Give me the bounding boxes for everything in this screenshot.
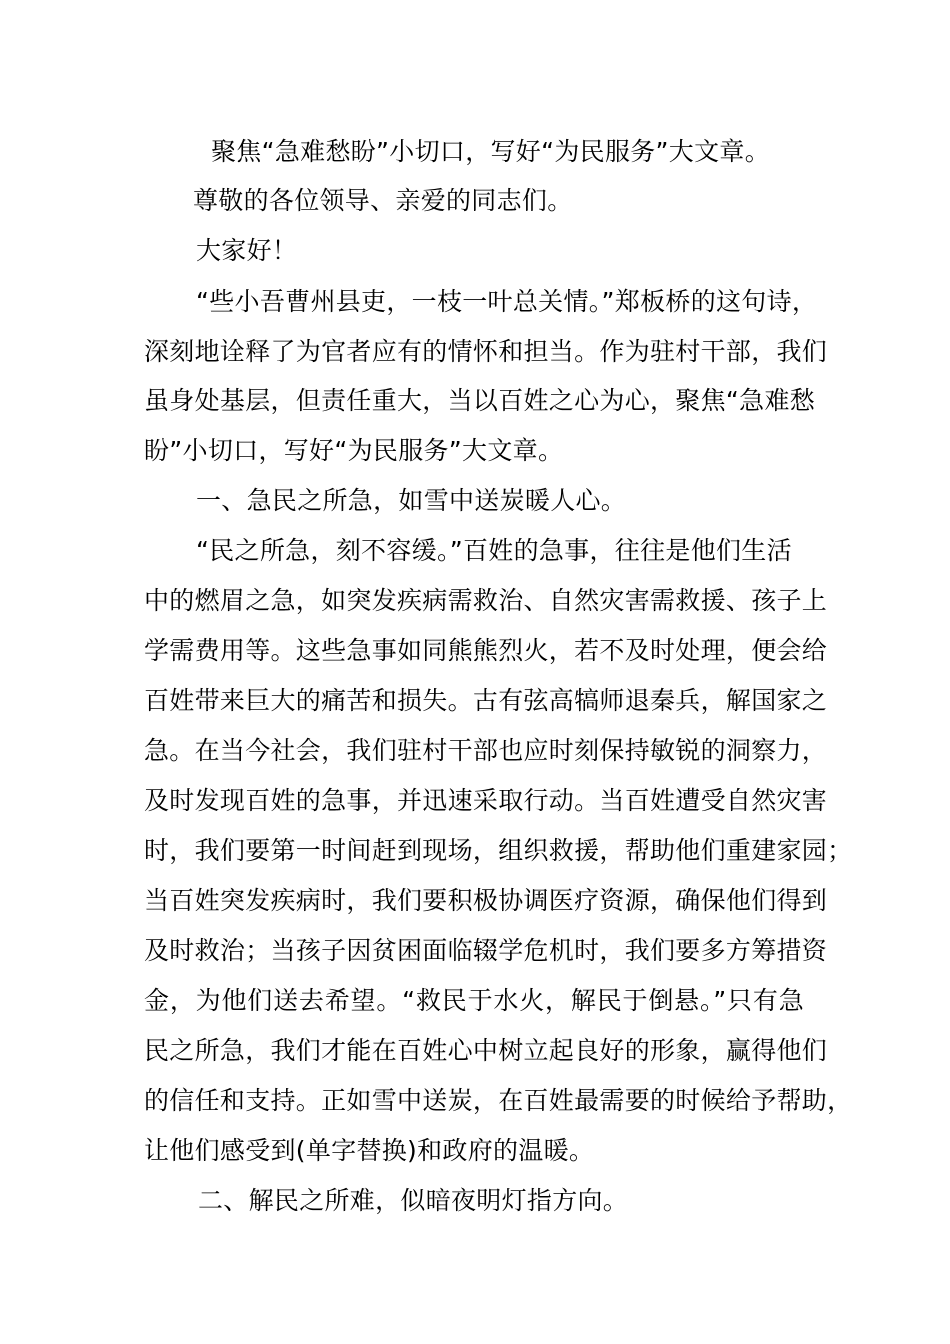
paragraph-1-line-2: 深刻地诠释了为官者应有的情怀和担当。作为驻村干部，我们 (144, 337, 828, 366)
paragraph-2-line-1: “民之所急，刻不容缓。”百姓的急事，往往是他们生活 (196, 536, 792, 565)
paragraph-2-line-4: 百姓带来巨大的痛苦和损失。古有弦高犒师退秦兵，解国家之 (144, 686, 828, 715)
paragraph-2-line-12: 的信任和支持。正如雪中送炭，在百姓最需要的时候给予帮助， (144, 1086, 853, 1115)
paragraph-2-line-6: 及时发现百姓的急事，并迅速采取行动。当百姓遭受自然灾害 (144, 786, 828, 815)
section-heading-2: 二、解民之所难，似暗夜明灯指方向。 (198, 1186, 629, 1215)
paragraph-2-line-2: 中的燃眉之急，如突发疾病需救治、自然灾害需救援、孩子上 (144, 586, 828, 615)
paragraph-2-line-5: 急。在当今社会，我们驻村干部也应时刻保持敏锐的洞察力， (144, 736, 828, 765)
paragraph-2-line-8: 当百姓突发疾病时，我们要积极协调医疗资源，确保他们得到 (144, 886, 828, 915)
salutation: 尊敬的各位领导、亲爱的同志们。 (193, 186, 573, 215)
greeting: 大家好！ (196, 236, 298, 265)
paragraph-2-line-11: 民之所急，我们才能在百姓心中树立起良好的形象，赢得他们 (144, 1036, 828, 1065)
paragraph-2-line-7: 时，我们要第一时间赶到现场，组织救援，帮助他们重建家园； (144, 836, 853, 865)
paragraph-2-line-10: 金，为他们送去希望。“救民于水火，解民于倒悬。”只有急 (144, 986, 804, 1015)
paragraph-2-line-13: 让他们感受到(单字替换)和政府的温暖。 (144, 1136, 595, 1165)
paragraph-2-line-9: 及时救治；当孩子因贫困面临辍学危机时，我们要多方筹措资 (144, 936, 828, 965)
paragraph-1-line-3: 虽身处基层，但责任重大，当以百姓之心为心，聚焦“急难愁 (144, 386, 816, 415)
paragraph-1-line-4: 盼”小切口，写好“为民服务”大文章。 (144, 436, 564, 465)
paragraph-1-line-1: “些小吾曹州县吏，一枝一叶总关情。”郑板桥的这句诗， (196, 287, 818, 316)
paragraph-2-line-3: 学需费用等。这些急事如同熊熊烈火，若不及时处理，便会给 (144, 636, 828, 665)
document-title: 聚焦“急难愁盼”小切口，写好“为民服务”大文章。 (211, 137, 771, 166)
section-heading-1: 一、急民之所急，如雪中送炭暖人心。 (196, 486, 627, 515)
